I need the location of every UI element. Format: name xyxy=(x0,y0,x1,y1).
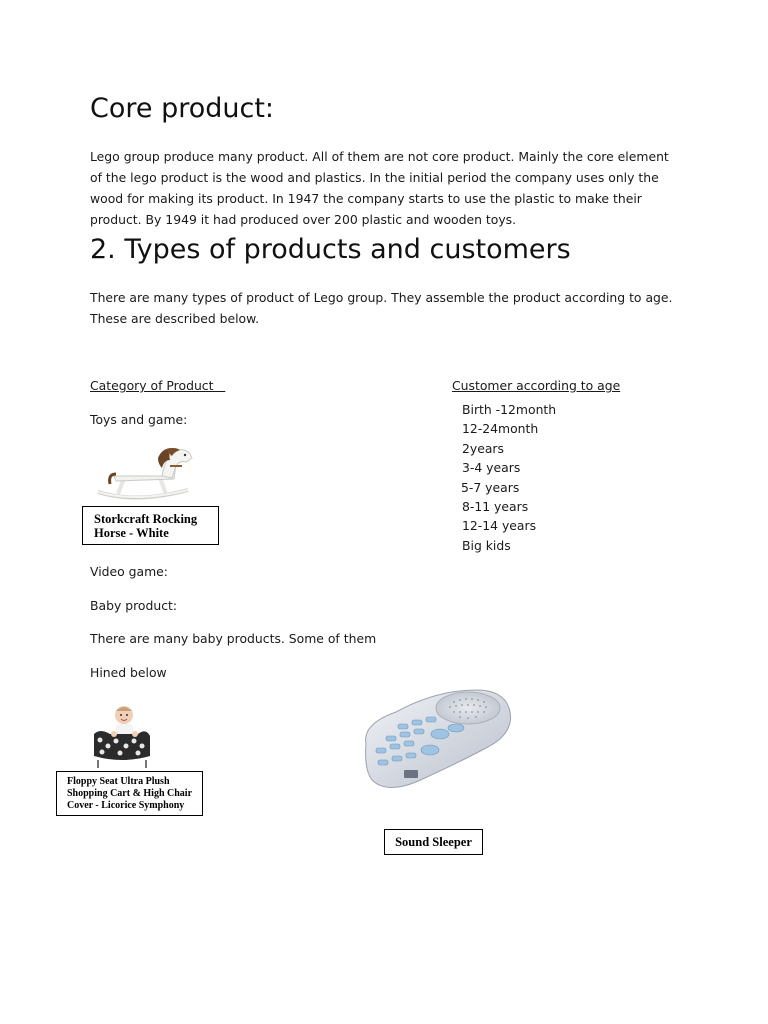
sound-sleeper-image xyxy=(356,684,514,796)
horse-caption-line-2: Horse - White xyxy=(94,526,169,540)
toys-category-label: Toys and game: xyxy=(90,412,188,427)
age-item: 3-4 years xyxy=(462,460,521,476)
core-line-4: product. By 1949 it had produced over 200 plastic and wooden toys. xyxy=(90,212,517,227)
customer-column-header: Customer according to age xyxy=(452,378,621,393)
seat-caption-line-1: Floppy Seat Ultra Plush xyxy=(67,776,170,787)
types-line-1: There are many types of product of Lego group. They assemble the product according to age. xyxy=(90,290,673,305)
age-item: Big kids xyxy=(462,537,511,553)
types-heading: 2. Types of products and customers xyxy=(90,234,571,265)
seat-caption-line-3: Cover - Licorice Symphony xyxy=(67,800,185,812)
core-line-3: wood for making its product. In 1947 the company starts to use the plastic to make their xyxy=(90,191,642,206)
shopping-cart-cover-image xyxy=(90,700,152,770)
core-line-2: of the lego product is the wood and plastics. In the initial period the company uses only the xyxy=(90,170,659,185)
sound-sleeper-caption: Sound Sleeper xyxy=(384,829,483,855)
age-item: 5-7 years xyxy=(461,479,520,495)
core-product-heading: Core product: xyxy=(90,93,275,124)
video-game-category-label: Video game: xyxy=(90,564,168,579)
age-list xyxy=(462,400,556,555)
age-item: 12-24month xyxy=(462,421,539,437)
horse-caption-line-1: Storkcraft Rocking xyxy=(94,512,198,526)
rocking-horse-caption xyxy=(82,506,219,545)
age-item: Birth -12month xyxy=(462,402,557,417)
core-product-paragraph xyxy=(90,146,690,230)
types-paragraph xyxy=(90,287,690,329)
baby-products-note: There are many baby products. Some of them xyxy=(90,631,377,646)
rocking-horse-image xyxy=(96,446,208,504)
baby-products-note-2: Hined below xyxy=(90,665,167,680)
category-header-text: Category of Product xyxy=(90,378,214,393)
category-column-header xyxy=(90,378,225,393)
seat-caption-line-2: Shopping Cart & High Chair xyxy=(67,788,193,800)
baby-product-category-label: Baby product: xyxy=(90,598,178,613)
age-item: 12-14 years xyxy=(462,518,537,534)
age-item: 2years xyxy=(462,440,504,456)
types-line-2: These are described below. xyxy=(90,311,260,326)
core-line-1: Lego group produce many product. All of them are not core product. Mainly the core element xyxy=(90,149,669,164)
shopping-cart-cover-caption xyxy=(56,771,203,816)
age-item: 8-11 years xyxy=(462,499,529,515)
